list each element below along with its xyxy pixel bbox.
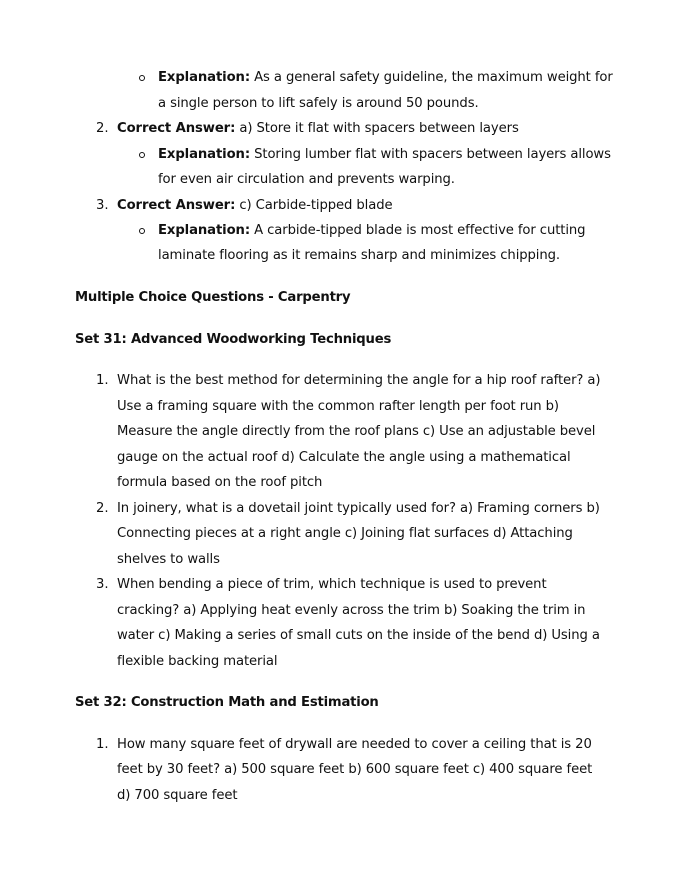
explanation-text: A carbide-tipped blade is most effective for cutting bbox=[254, 223, 586, 238]
question-line: water c) Making a series of small cuts on the inside of the bend d) Using a bbox=[117, 628, 600, 643]
question-line: d) 700 square feet bbox=[117, 788, 238, 803]
explanation-label: Explanation: bbox=[158, 147, 251, 162]
question-line: In joinery, what is a dovetail joint typically used for? a) Framing corners b) bbox=[117, 501, 600, 516]
correct-answer-label: Correct Answer: bbox=[117, 198, 236, 213]
question-number: 2. bbox=[96, 501, 109, 516]
correct-answer-label: Correct Answer: bbox=[117, 121, 236, 136]
question-line: Connecting pieces at a right angle c) Joining flat surfaces d) Attaching bbox=[117, 526, 573, 541]
set-32-title: Set 32: Construction Math and Estimation bbox=[75, 695, 379, 710]
question-line: What is the best method for determining the angle for a hip roof rafter? a) bbox=[117, 373, 601, 388]
correct-answer-line bbox=[117, 198, 393, 213]
question-line: cracking? a) Applying heat evenly across the trim b) Soaking the trim in bbox=[117, 603, 586, 618]
explanation-line bbox=[158, 70, 613, 85]
question-line: shelves to walls bbox=[117, 552, 220, 567]
question-line: feet by 30 feet? a) 500 square feet b) 600 square feet c) 400 square feet bbox=[117, 762, 593, 777]
question-line: Use a framing square with the common rafter length per foot run b) bbox=[117, 399, 559, 414]
bullet-icon bbox=[139, 228, 145, 234]
explanation-label: Explanation: bbox=[158, 70, 251, 85]
explanation-text: Storing lumber flat with spacers between layers allows bbox=[254, 147, 611, 162]
explanation-line: laminate flooring as it remains sharp and minimizes chipping. bbox=[158, 248, 560, 263]
question-line: Measure the angle directly from the roof plans c) Use an adjustable bevel bbox=[117, 424, 596, 439]
explanation-line: a single person to lift safely is around 50 pounds. bbox=[158, 96, 479, 111]
correct-answer-text: c) Carbide-tipped blade bbox=[239, 198, 393, 213]
section-title: Multiple Choice Questions - Carpentry bbox=[75, 290, 351, 305]
explanation-label: Explanation: bbox=[158, 223, 251, 238]
bullet-icon bbox=[139, 75, 145, 81]
question-number: 1. bbox=[96, 373, 109, 388]
question-number: 1. bbox=[96, 737, 109, 752]
explanation-line: for even air circulation and prevents warping. bbox=[158, 172, 455, 187]
explanation-line bbox=[158, 147, 611, 162]
explanation-line bbox=[158, 223, 585, 238]
correct-answer-text: a) Store it flat with spacers between layers bbox=[239, 121, 519, 136]
question-number: 3. bbox=[96, 577, 109, 592]
set-31-title: Set 31: Advanced Woodworking Techniques bbox=[75, 332, 392, 347]
question-line: When bending a piece of trim, which technique is used to prevent bbox=[117, 577, 547, 592]
list-number: 2. bbox=[96, 121, 109, 136]
question-line: gauge on the actual roof d) Calculate the angle using a mathematical bbox=[117, 450, 571, 465]
question-line: How many square feet of drywall are needed to cover a ceiling that is 20 bbox=[117, 737, 592, 752]
correct-answer-line bbox=[117, 121, 519, 136]
question-line: formula based on the roof pitch bbox=[117, 475, 323, 490]
explanation-text: As a general safety guideline, the maximum weight for bbox=[254, 70, 613, 85]
question-line: flexible backing material bbox=[117, 654, 278, 669]
bullet-icon bbox=[139, 152, 145, 158]
list-number: 3. bbox=[96, 198, 109, 213]
